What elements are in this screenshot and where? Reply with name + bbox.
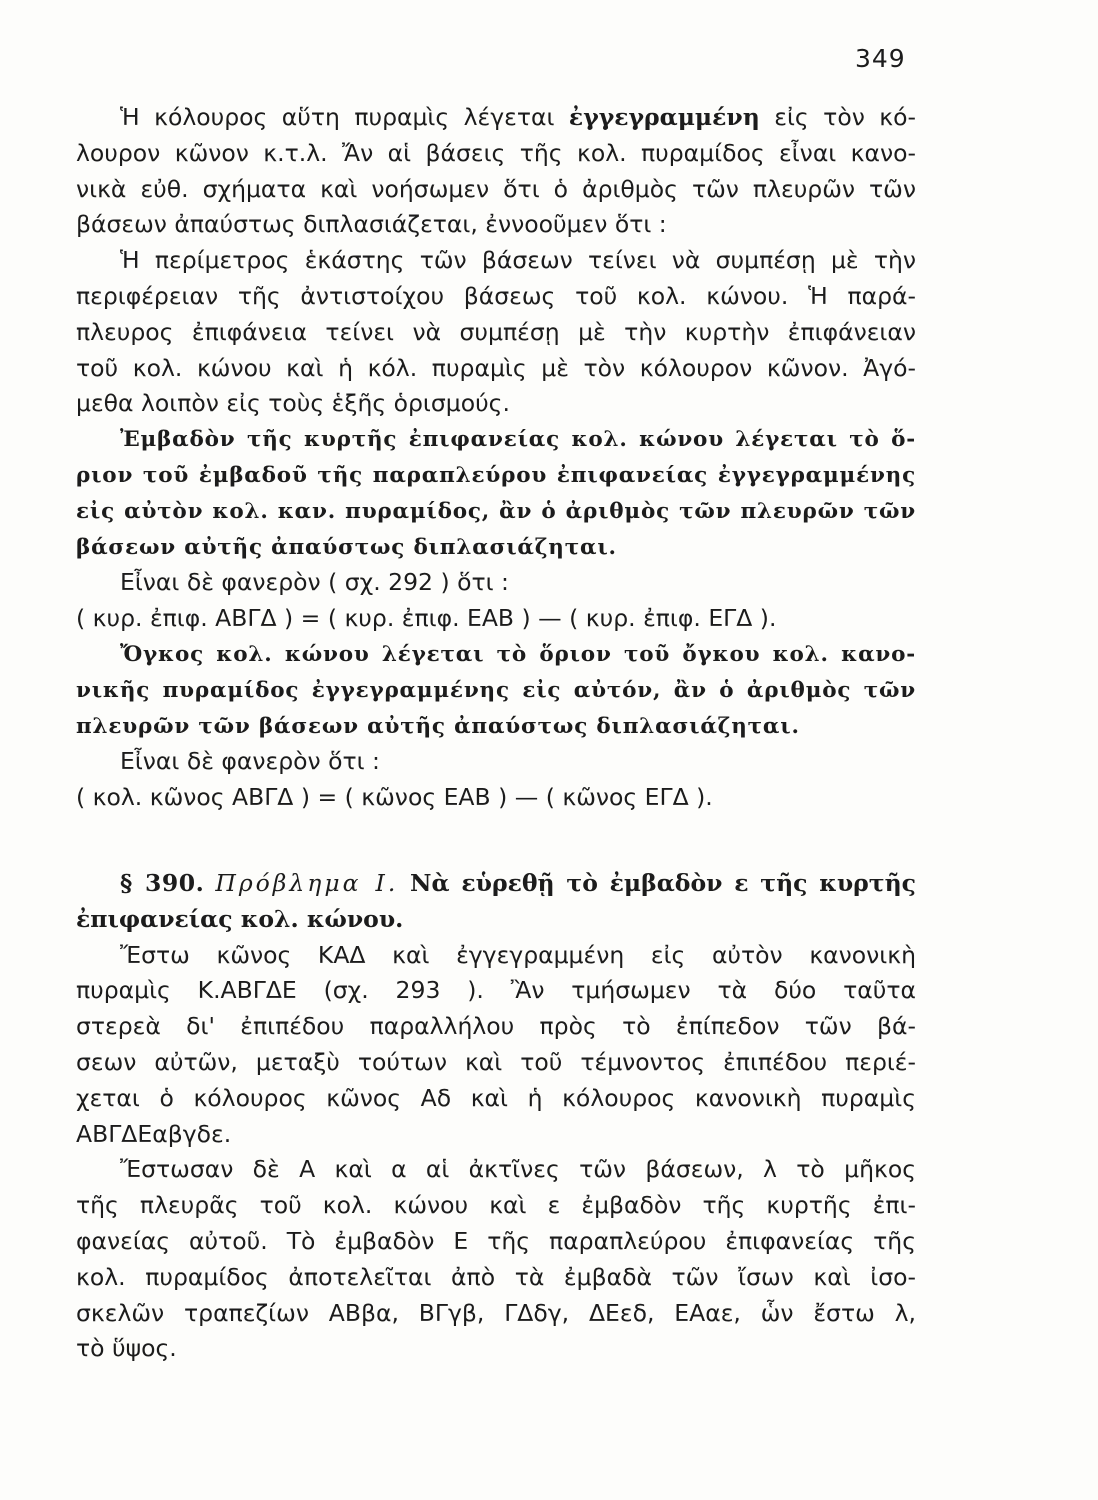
page-number: 349 [855, 44, 906, 73]
text-line: τὸ ὕψος. [76, 1334, 177, 1363]
text-line: πυραμὶς Κ.ΑΒΓΔΕ (σχ. 293 ). Ἂν τμήσωμεν τὰ δύο ταῦτα [76, 976, 916, 1005]
text-line [76, 100, 916, 136]
text-line: σκελῶν τραπεζίων ΑΒβα, ΒΓγβ, ΓΔδγ, ΔΕεδ, ΕΑαε, ὧν ἔστω λ, [76, 1298, 916, 1327]
text-line: χεται ὁ κόλουρος κῶνος Αδ καὶ ἡ κόλουρος κανονικὴ πυραμὶς [76, 1083, 916, 1112]
text-line: μεθα λοιπὸν εἰς τοὺς ἑξῆς ὁρισμούς. [76, 389, 510, 418]
text-line: κολ. πυραμίδος ἀποτελεῖται ἀπὸ τὰ ἐμβαδὰ τῶν ἴσων καὶ ἰσο- [76, 1262, 916, 1291]
text-line: στερεὰ δι' ἐπιπέδου παραλλήλου πρὸς τὸ ἐπίπεδον τῶν βά- [76, 1012, 916, 1041]
text-run: εἰς τὸν κό- [759, 103, 916, 131]
text-line: Εἶναι δὲ φανερὸν ὅτι : [120, 747, 380, 776]
definition-line: εἰς αὐτὸν κολ. καν. πυραμίδος, ἂν ὁ ἀριθμὸς τῶν πλευρῶν τῶν [76, 498, 916, 524]
text-line: νικὰ εὐθ. σχήματα καὶ νοήσωμεν ὅτι ὁ ἀριθμὸς τῶν πλευρῶν τῶν [76, 174, 916, 203]
definition-line: Ἐμβαδὸν τῆς κυρτῆς ἐπιφανείας κολ. κώνου λέγεται τὸ ὅ- [120, 427, 916, 453]
section-heading-text: Νὰ εὑρεθῇ τὸ ἐμβαδὸν ε τῆς κυρτῆς [398, 868, 916, 897]
text-line: πλευρος ἐπιφάνεια τείνει νὰ συμπέσῃ μὲ τὴν κυρτὴν ἐπιφάνειαν [76, 317, 916, 346]
text-line: Εἶναι δὲ φανερὸν ( σχ. 292 ) ὅτι : [120, 568, 509, 597]
text-line: τῆς πλευρᾶς τοῦ κολ. κώνου καὶ ε ἐμβαδὸν τῆς κυρτῆς ἐπι- [76, 1191, 916, 1220]
definition-line: πλευρῶν τῶν βάσεων αὐτῆς ἀπαύστως διπλασιάζηται. [76, 713, 800, 739]
definition-line: νικῆς πυραμίδος ἐγγεγραμμένης εἰς αὐτόν, ἂν ὁ ἀριθμὸς τῶν [76, 677, 916, 703]
text-line: φανείας αὐτοῦ. Τὸ ἐμβαδὸν Ε τῆς παραπλεύρου ἐπιφανείας τῆς [76, 1226, 916, 1255]
text-line: Ἔστω κῶνος ΚΑΔ καὶ ἐγγεγραμμένη εἰς αὐτὸν κανονικὴ [120, 940, 916, 969]
text-line: περιφέρειαν τῆς ἀντιστοίχου βάσεως τοῦ κολ. κώνου. Ἡ παρά- [76, 281, 916, 310]
formula-line: ( κυρ. ἐπιφ. ΑΒΓΔ ) = ( κυρ. ἐπιφ. ΕΑΒ ) — ( κυρ. ἐπιφ. ΕΓΔ ). [76, 604, 777, 633]
text-line: βάσεων ἀπαύστως διπλασιάζεται, ἐννοοῦμεν ὅτι : [76, 210, 667, 239]
text-line: ΑΒΓΔΕαβγδε. [76, 1119, 232, 1148]
section-gap [76, 816, 916, 866]
section-heading-cont: ἐπιφανείας κολ. κώνου. [76, 904, 404, 933]
formula-line: ( κολ. κῶνος ΑΒΓΔ ) = ( κῶνος ΕΑΒ ) — ( κῶνος ΕΓΔ ). [76, 783, 713, 812]
page-body [76, 100, 916, 1367]
text-run: Ἡ κόλουρος αὕτη πυραμὶς λέγεται [120, 103, 569, 131]
text-line: Ἡ περίμετρος ἑκάστης τῶν βάσεων τείνει νὰ συμπέσῃ μὲ τὴν [120, 246, 916, 275]
definition-line: ριον τοῦ ἐμβαδοῦ τῆς παραπλεύρου ἐπιφανείας ἐγγεγραμμένης [76, 462, 916, 488]
section-title: Πρόβλημα Ι. [215, 868, 399, 897]
emphasized-term: ἐγγεγραμμένη [568, 103, 760, 131]
section-heading [76, 866, 916, 902]
text-line: σεων αὐτῶν, μεταξὺ τούτων καὶ τοῦ τέμνοντος ἐπιπέδου περιέ- [76, 1047, 916, 1076]
text-line: τοῦ κολ. κώνου καὶ ἡ κόλ. πυραμὶς μὲ τὸν κόλουρον κῶνον. Ἀγό- [76, 353, 916, 382]
definition-line: Ὄγκος κολ. κώνου λέγεται τὸ ὅριον τοῦ ὄγκου κολ. κανο- [120, 641, 916, 667]
text-line: Ἔστωσαν δὲ Α καὶ α αἱ ἀκτῖνες τῶν βάσεων, λ τὸ μῆκος [120, 1155, 916, 1184]
text-line: λουρον κῶνον κ.τ.λ. Ἄν αἱ βάσεις τῆς κολ. πυραμίδος εἶναι κανο- [76, 138, 916, 167]
definition-line: βάσεων αὐτῆς ἀπαύστως διπλασιάζηται. [76, 534, 617, 560]
section-number: § 390. [120, 868, 205, 897]
